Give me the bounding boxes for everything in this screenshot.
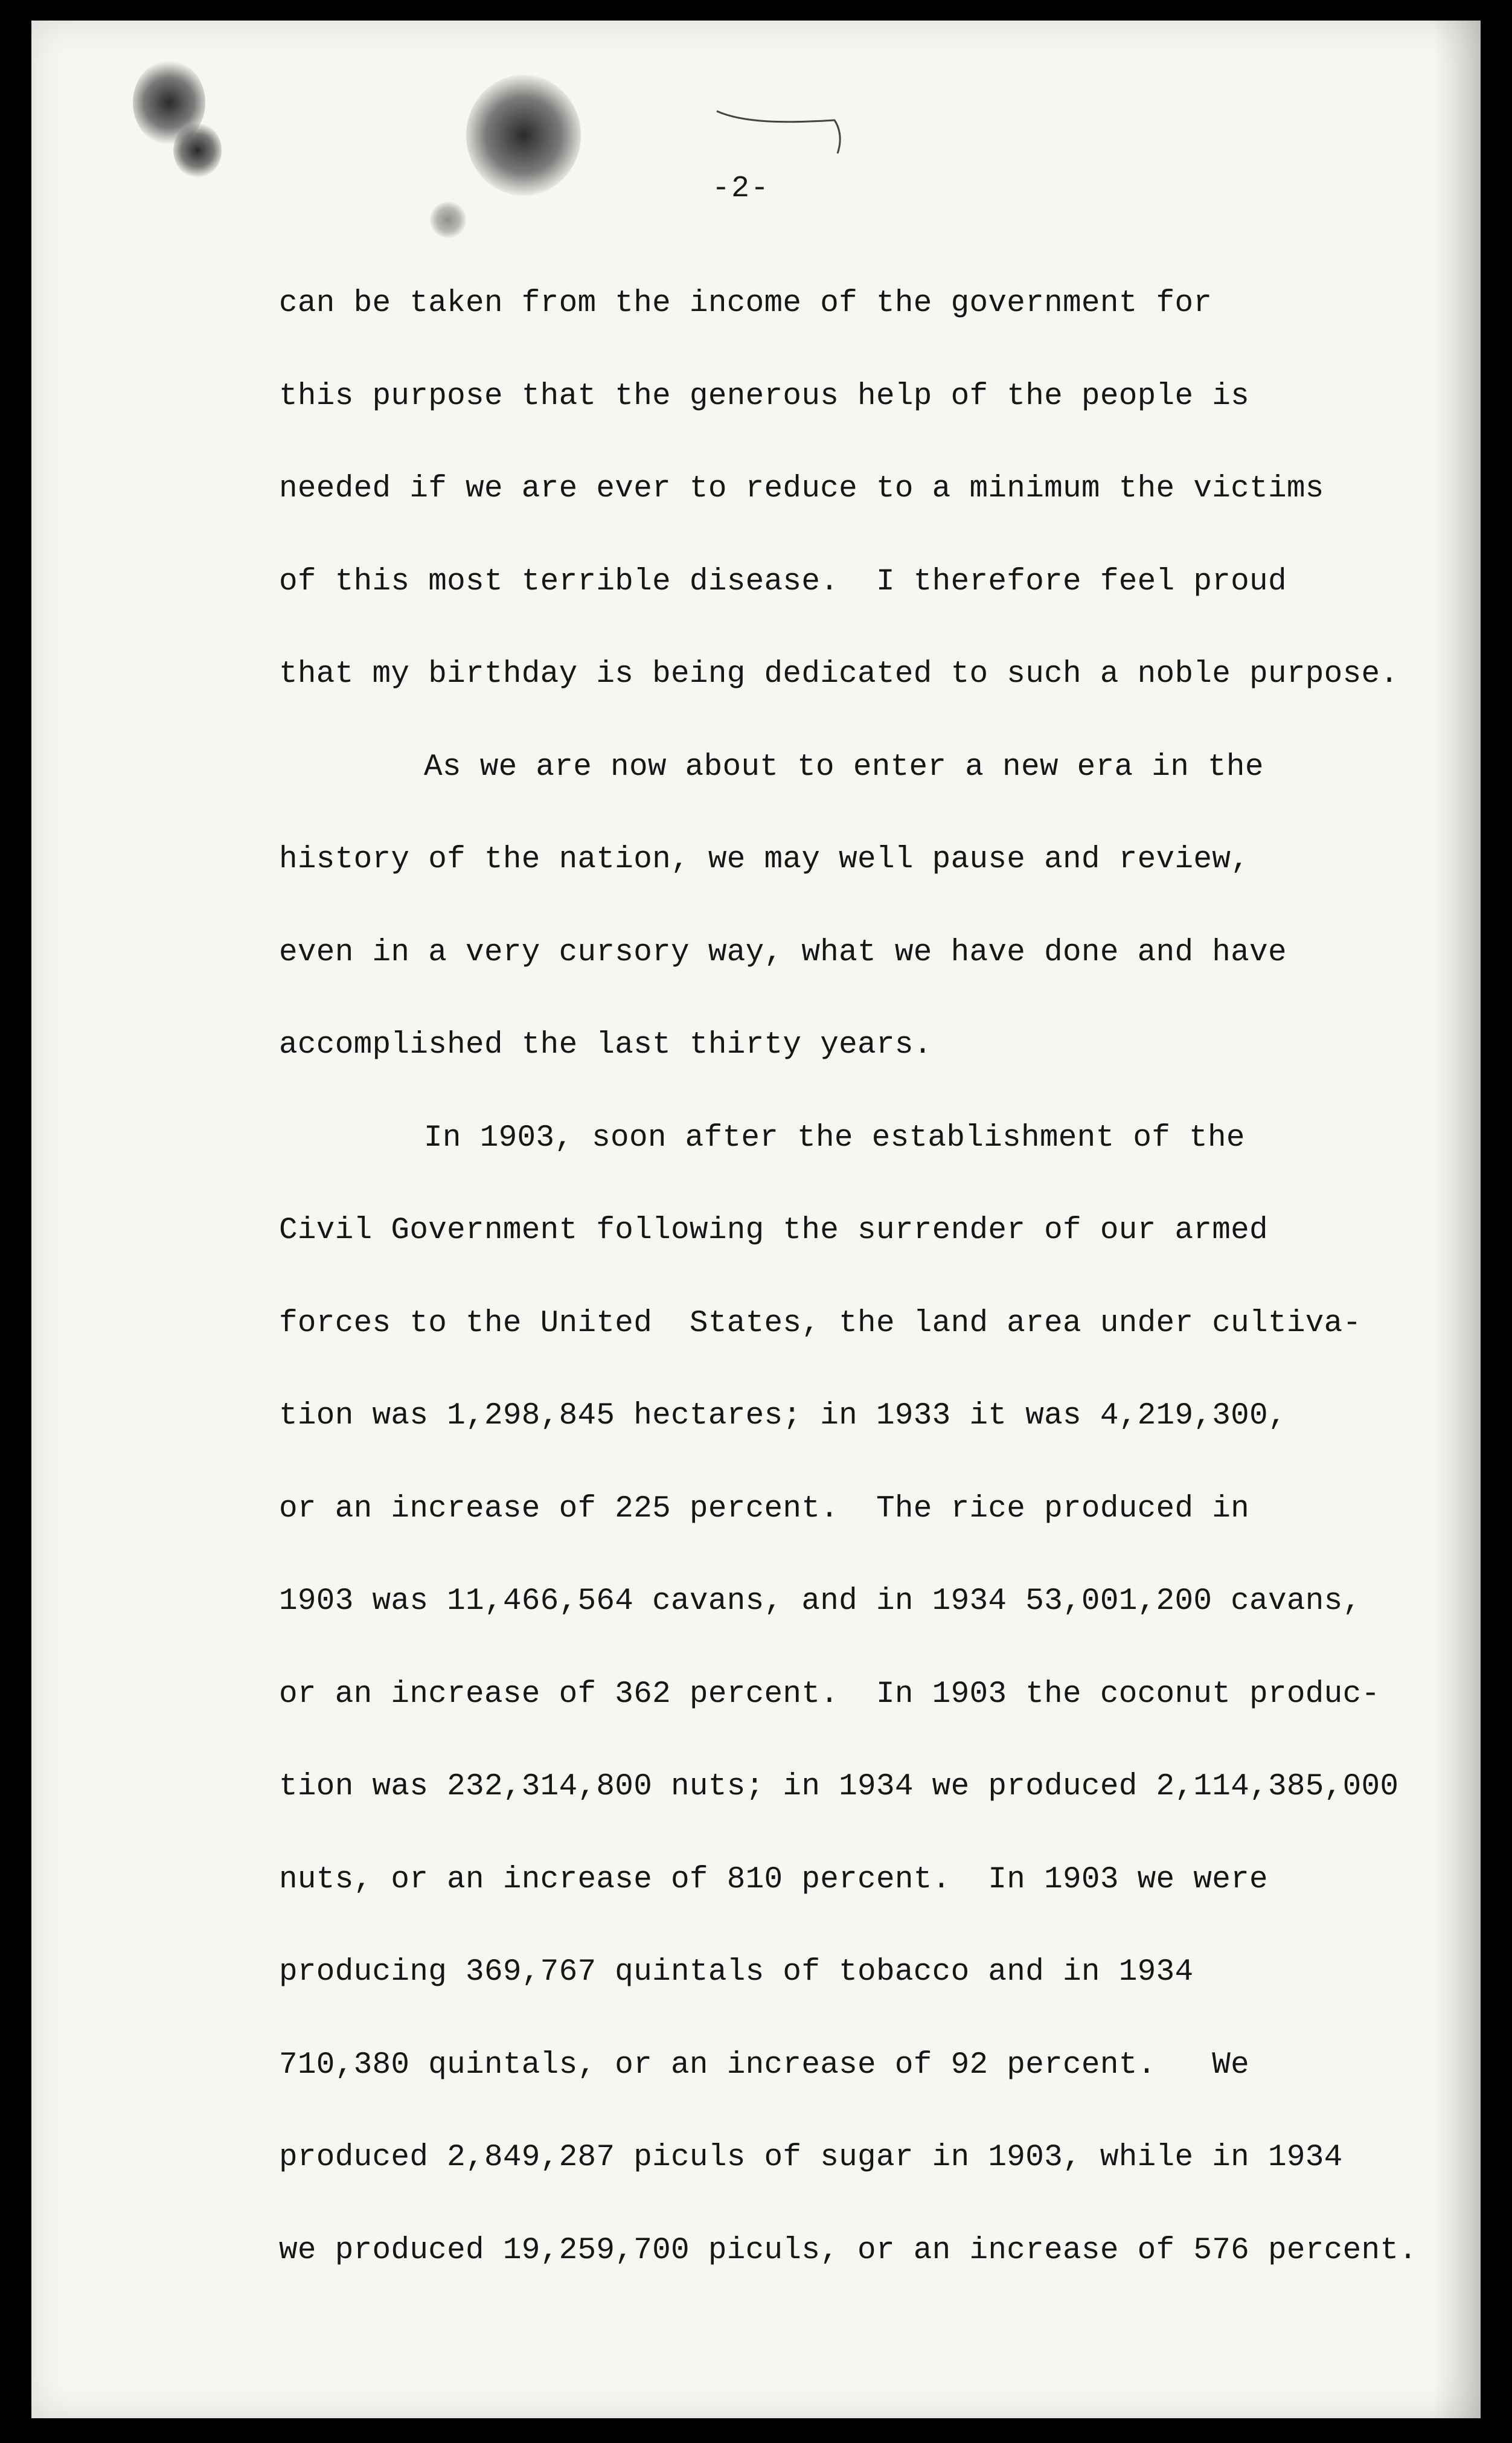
typewritten-page bbox=[31, 21, 1481, 2418]
text-line: this purpose that the generous help of the people is bbox=[279, 379, 1250, 414]
body-text bbox=[279, 257, 1450, 2297]
text-line: 710,380 quintals, or an increase of 92 percent. We bbox=[279, 2047, 1250, 2082]
text-line: produced 2,849,287 piculs of sugar in 1903, while in 1934 bbox=[279, 2140, 1343, 2175]
text-line: we produced 19,259,700 piculs, or an increase of 576 percent. bbox=[279, 2233, 1418, 2268]
text-line: forces to the United States, the land area under cultiva- bbox=[279, 1306, 1362, 1341]
text-line: Civil Government following the surrender of our armed bbox=[279, 1213, 1268, 1248]
text-line: nuts, or an increase of 810 percent. In 1903 we were bbox=[279, 1862, 1268, 1897]
ink-stain bbox=[173, 123, 222, 178]
text-line: tion was 1,298,845 hectares; in 1933 it was 4,219,300, bbox=[279, 1399, 1287, 1433]
pen-scribble-icon bbox=[714, 87, 853, 159]
text-line: of this most terrible disease. I therefore feel proud bbox=[279, 564, 1287, 599]
text-line: producing 369,767 quintals of tobacco and in 1934 bbox=[279, 1955, 1194, 1989]
text-line: tion was 232,314,800 nuts; in 1934 we produced 2,114,385,000 bbox=[279, 1770, 1399, 1804]
ink-stain bbox=[466, 75, 581, 196]
ink-stain bbox=[430, 202, 466, 238]
text-line: that my birthday is being dedicated to such a noble purpose. bbox=[279, 657, 1399, 692]
text-line: 1903 was 11,466,564 cavans, and in 1934 53,001,200 cavans, bbox=[279, 1584, 1362, 1619]
page-number: -2- bbox=[711, 172, 770, 206]
text-line: even in a very cursory way, what we have done and have bbox=[279, 935, 1287, 970]
text-line: As we are now about to enter a new era in the bbox=[424, 750, 1264, 785]
text-line: or an increase of 362 percent. In 1903 the coconut produc- bbox=[279, 1677, 1380, 1712]
text-line: In 1903, soon after the establishment of the bbox=[424, 1120, 1245, 1155]
text-line: history of the nation, we may well pause and review, bbox=[279, 843, 1250, 877]
text-line: accomplished the last thirty years. bbox=[279, 1028, 932, 1062]
text-line: or an increase of 225 percent. The rice produced in bbox=[279, 1491, 1250, 1526]
text-line: needed if we are ever to reduce to a minimum the victims bbox=[279, 472, 1324, 506]
text-line: can be taken from the income of the government for bbox=[279, 286, 1212, 321]
